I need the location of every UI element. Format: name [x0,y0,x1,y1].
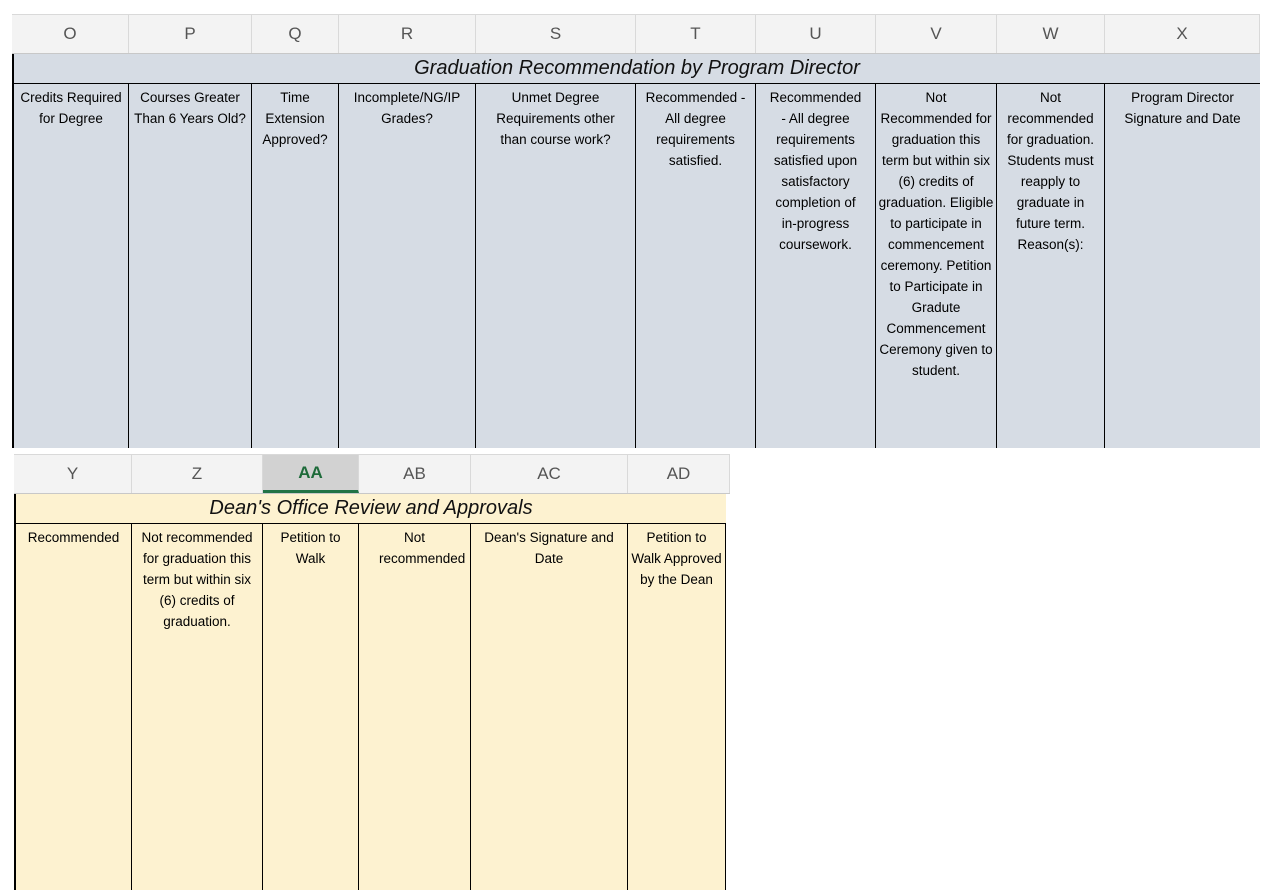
program-director-section [12,14,1260,448]
column-header-y[interactable]: Y [14,455,132,493]
column-header-u[interactable]: U [756,15,876,53]
column-header-v[interactable]: V [876,15,997,53]
column-header-ac[interactable]: AC [471,455,628,493]
cell-dean-not-recommended[interactable]: Not recommended [359,524,471,890]
column-header-s[interactable]: S [476,15,636,53]
column-header-x[interactable]: X [1105,15,1260,53]
cell-credits-required[interactable]: Credits Required for Degree [12,84,129,448]
deans-office-title-cell[interactable] [14,494,726,524]
program-director-title: Graduation Recommendation by Program Director [414,57,860,79]
cell-courses-older-than-6-years[interactable]: Courses Greater Than 6 Years Old? [129,84,252,448]
column-header-o[interactable]: O [12,15,129,53]
deans-office-section [14,454,730,890]
cell-recommended-upon-completion[interactable]: Recommended - All degree requirements satisfied upon satisfactory completion of in-progress coursework. [756,84,876,448]
cell-not-recommended-within-six-credits[interactable]: Not Recommended for graduation this term but within six (6) credits of graduation. Eligible to participate in commencement ceremony. Petition to Participate in Gradute Commencement Ceremony given to student. [876,84,997,448]
column-header-q[interactable]: Q [252,15,339,53]
column-header-ab[interactable]: AB [359,455,471,493]
cell-not-recommended-reapply[interactable]: Not recommended for graduation. Students must reapply to graduate in future term. Reason(s): [997,84,1105,448]
cell-unmet-degree-requirements[interactable]: Unmet Degree Requirements other than course work? [476,84,636,448]
column-header-r[interactable]: R [339,15,476,53]
deans-office-title: Dean's Office Review and Approvals [209,497,533,519]
column-header-aa[interactable]: AA [263,455,359,493]
column-header-w[interactable]: W [997,15,1105,53]
column-header-ad[interactable]: AD [628,455,730,493]
column-header-z[interactable]: Z [132,455,263,493]
column-header-p[interactable]: P [129,15,252,53]
cell-program-director-signature[interactable]: Program Director Signature and Date [1105,84,1260,448]
cell-dean-signature[interactable]: Dean's Signature and Date [471,524,628,890]
cell-dean-not-recommended-within-six[interactable]: Not recommended for graduation this term but within six (6) credits of graduation. [132,524,263,890]
program-director-title-cell[interactable] [12,54,1260,84]
deans-office-header-cells [14,524,726,890]
cell-petition-to-walk[interactable]: Petition to Walk [263,524,359,890]
cell-incomplete-grades[interactable]: Incomplete/NG/IP Grades? [339,84,476,448]
column-header-row [12,14,1260,54]
cell-time-extension[interactable]: Time Extension Approved? [252,84,339,448]
column-header-t[interactable]: T [636,15,756,53]
program-director-header-cells [12,84,1260,448]
cell-petition-approved-by-dean[interactable]: Petition to Walk Approved by the Dean [628,524,726,890]
column-header-row-dean [14,454,730,494]
cell-recommended-all-satisfied[interactable]: Recommended - All degree requirements satisfied. [636,84,756,448]
cell-dean-recommended[interactable]: Recommended [14,524,132,890]
